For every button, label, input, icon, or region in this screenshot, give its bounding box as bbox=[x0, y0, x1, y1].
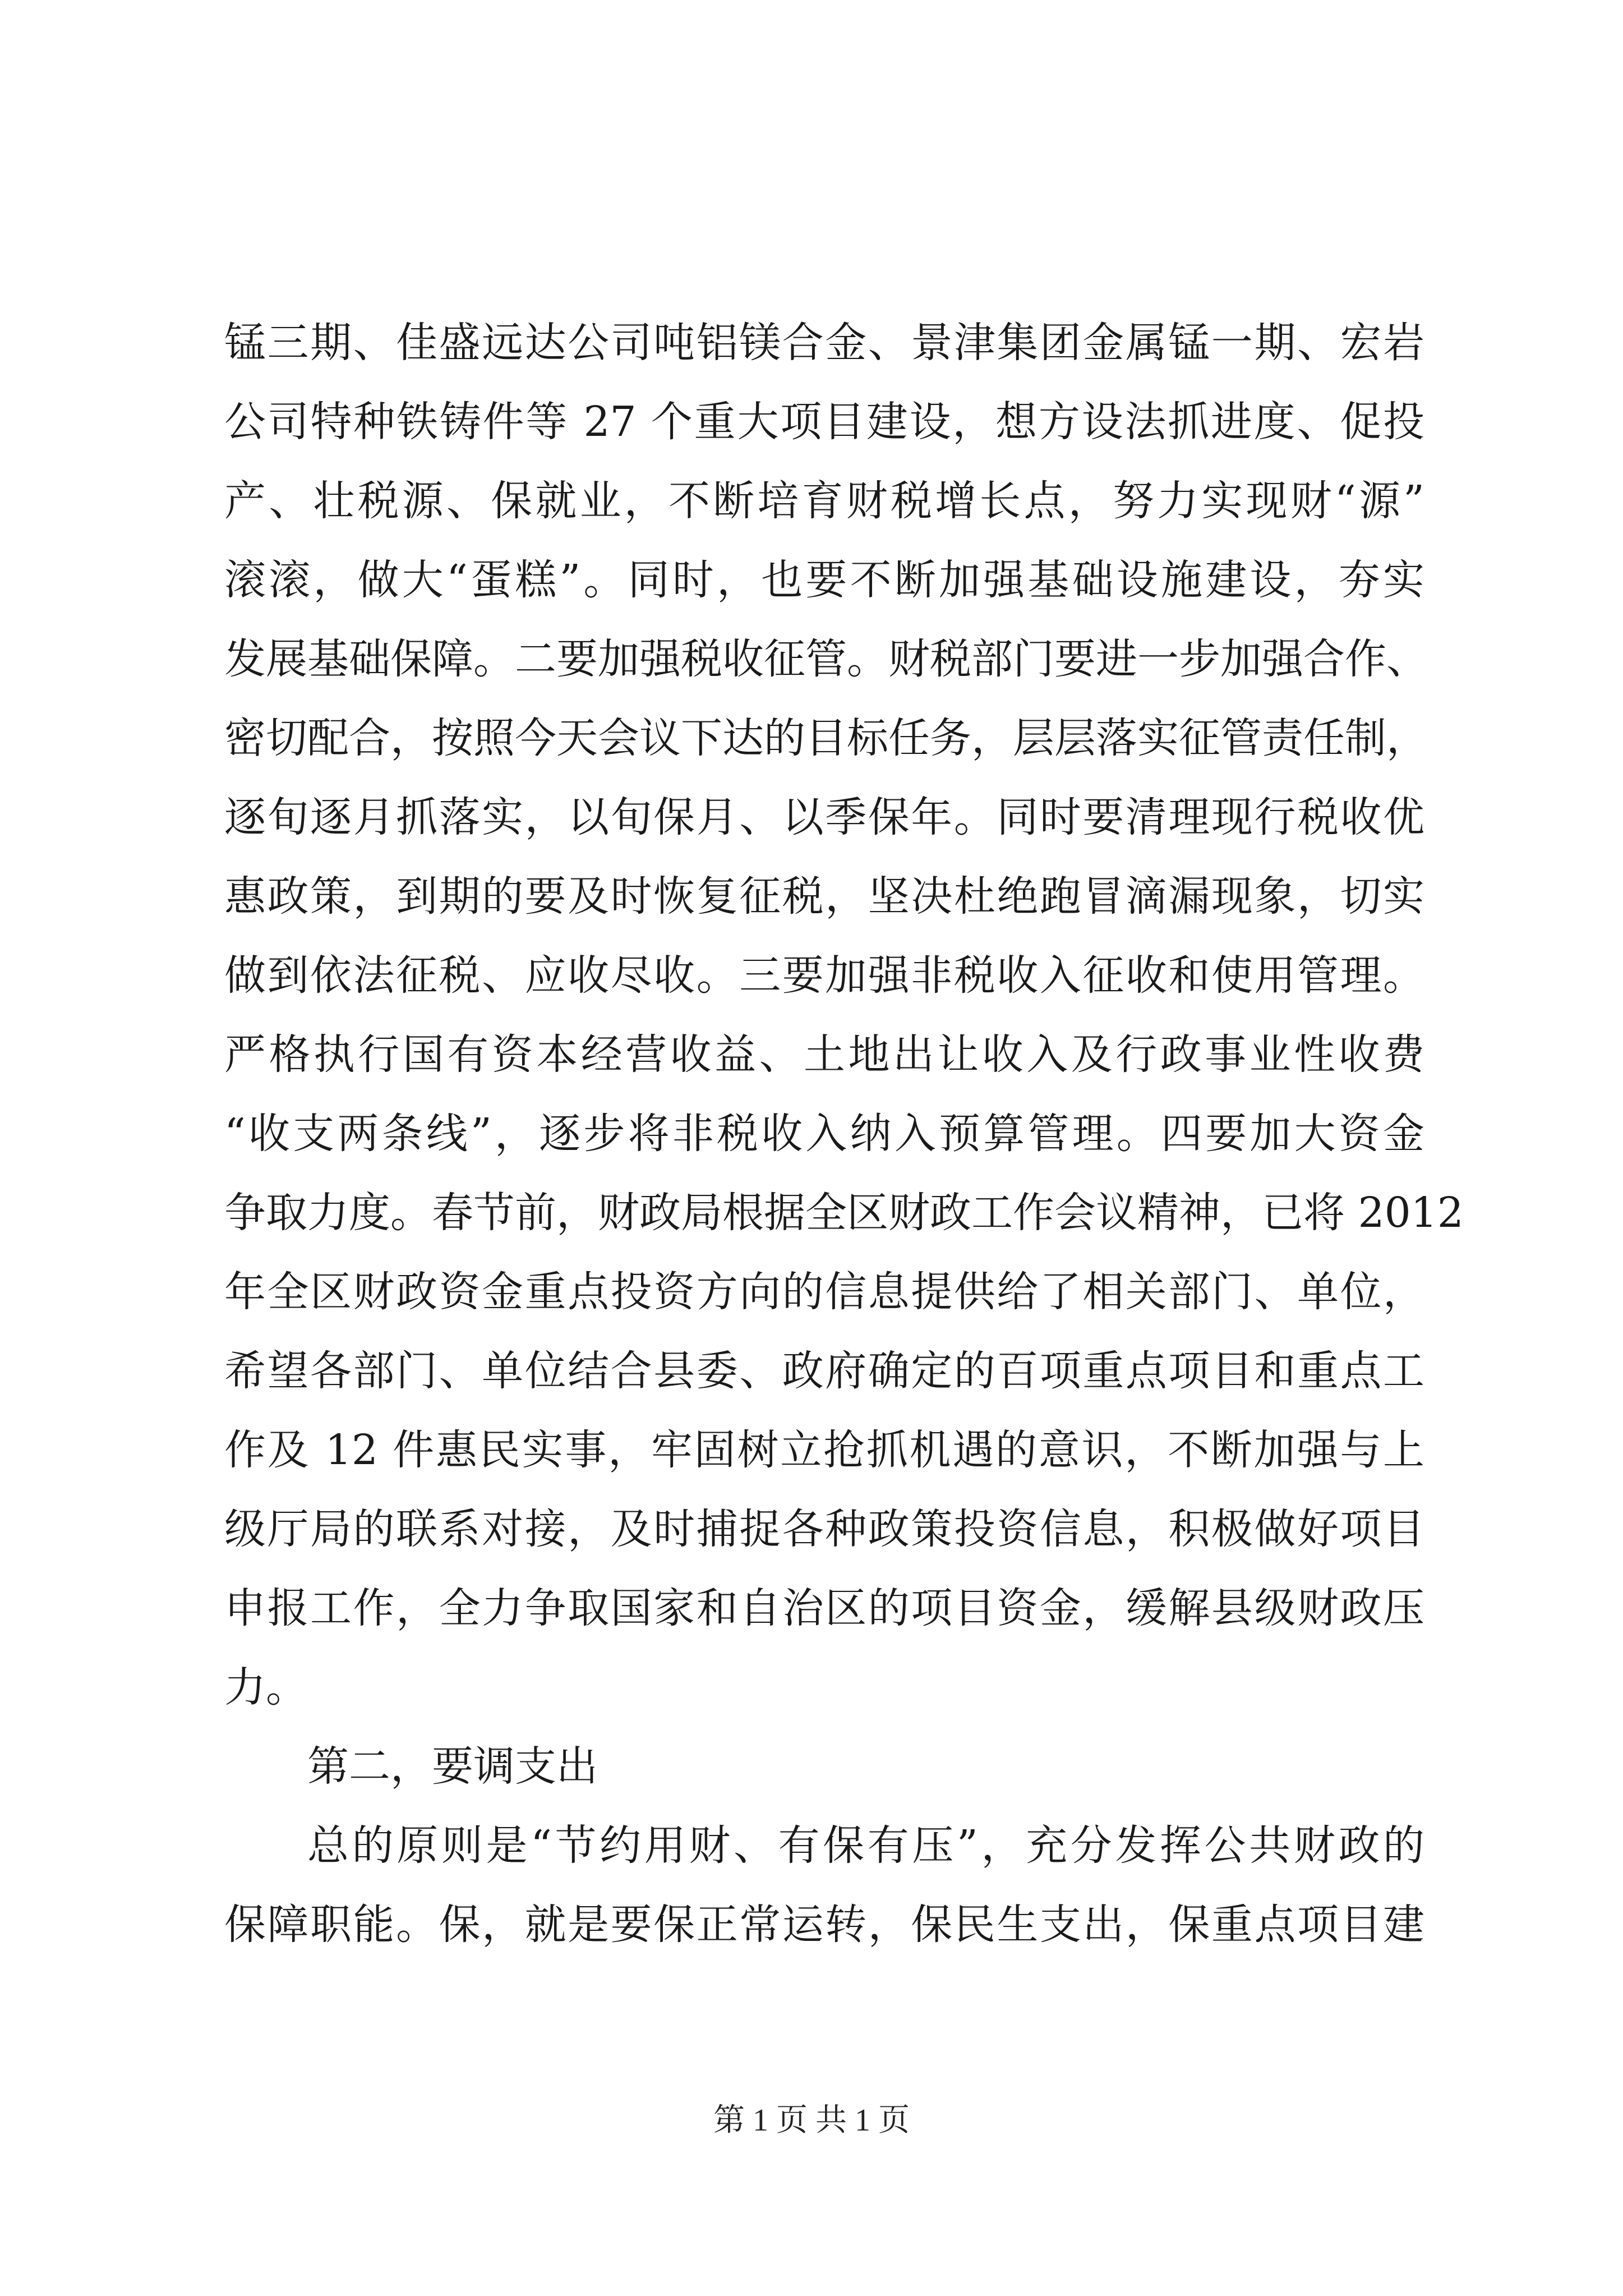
body-line-5: 发展基础保障。二要加强税收征管。财税部门要进一步加强合作、 bbox=[224, 635, 1428, 683]
body-line-9: 做到依法征税、应收尽收。三要加强非税收入征收和使用管理。 bbox=[224, 951, 1424, 1000]
body-line-1: 锰三期、佳盛远达公司吨铝镁合金、景津集团金属锰一期、宏岩 bbox=[224, 319, 1424, 367]
body-line-6: 密切配合，按照今天会议下达的目标任务，层层落实征管责任制， bbox=[224, 714, 1428, 762]
body-line-18: 力。 bbox=[224, 1663, 307, 1711]
body-line-17: 申报工作，全力争取国家和自治区的项目资金，缓解县级财政压 bbox=[224, 1584, 1424, 1632]
body-line-12: 争取力度。春节前，财政局根据全区财政工作会议精神，已将 2012 bbox=[224, 1189, 1464, 1237]
body-line-16: 级厅局的联系对接，及时捕捉各种政策投资信息，积极做好项目 bbox=[224, 1505, 1424, 1553]
body-line-8: 惠政策，到期的要及时恢复征税，坚决杜绝跑冒滴漏现象，切实 bbox=[224, 872, 1424, 921]
section-heading: 第二，要调支出 bbox=[307, 1742, 598, 1791]
page-number-footer: 第 1 页 共 1 页 bbox=[713, 2103, 910, 2138]
body-line-7: 逐旬逐月抓落实，以旬保月、以季保年。同时要清理现行税收优 bbox=[224, 793, 1424, 841]
body-line-14: 希望各部门、单位结合县委、政府确定的百项重点项目和重点工 bbox=[224, 1347, 1424, 1395]
body-line-10: 严格执行国有资本经营收益、土地出让收入及行政事业性收费 bbox=[224, 1030, 1424, 1079]
body-line-20: 保障职能。保，就是要保正常运转，保民生支出，保重点项目建 bbox=[224, 1901, 1424, 1949]
body-line-19: 总的原则是“节约用财、有保有压”，充分发挥公共财政的 bbox=[307, 1821, 1424, 1870]
body-line-15: 作及 12 件惠民实事，牢固树立抢抓机遇的意识，不断加强与上 bbox=[224, 1426, 1424, 1474]
body-line-2: 公司特种铁铸件等 27 个重大项目建设，想方设法抓进度、促投 bbox=[224, 398, 1424, 446]
body-line-4: 滚滚，做大“蛋糕”。同时，也要不断加强基础设施建设，夯实 bbox=[224, 556, 1424, 604]
body-line-11: “收支两条线”，逐步将非税收入纳入预算管理。四要加大资金 bbox=[224, 1110, 1424, 1158]
body-line-13: 年全区财政资金重点投资方向的信息提供给了相关部门、单位， bbox=[224, 1268, 1424, 1316]
body-line-3: 产、壮税源、保就业，不断培育财税增长点，努力实现财“源” bbox=[224, 477, 1424, 525]
